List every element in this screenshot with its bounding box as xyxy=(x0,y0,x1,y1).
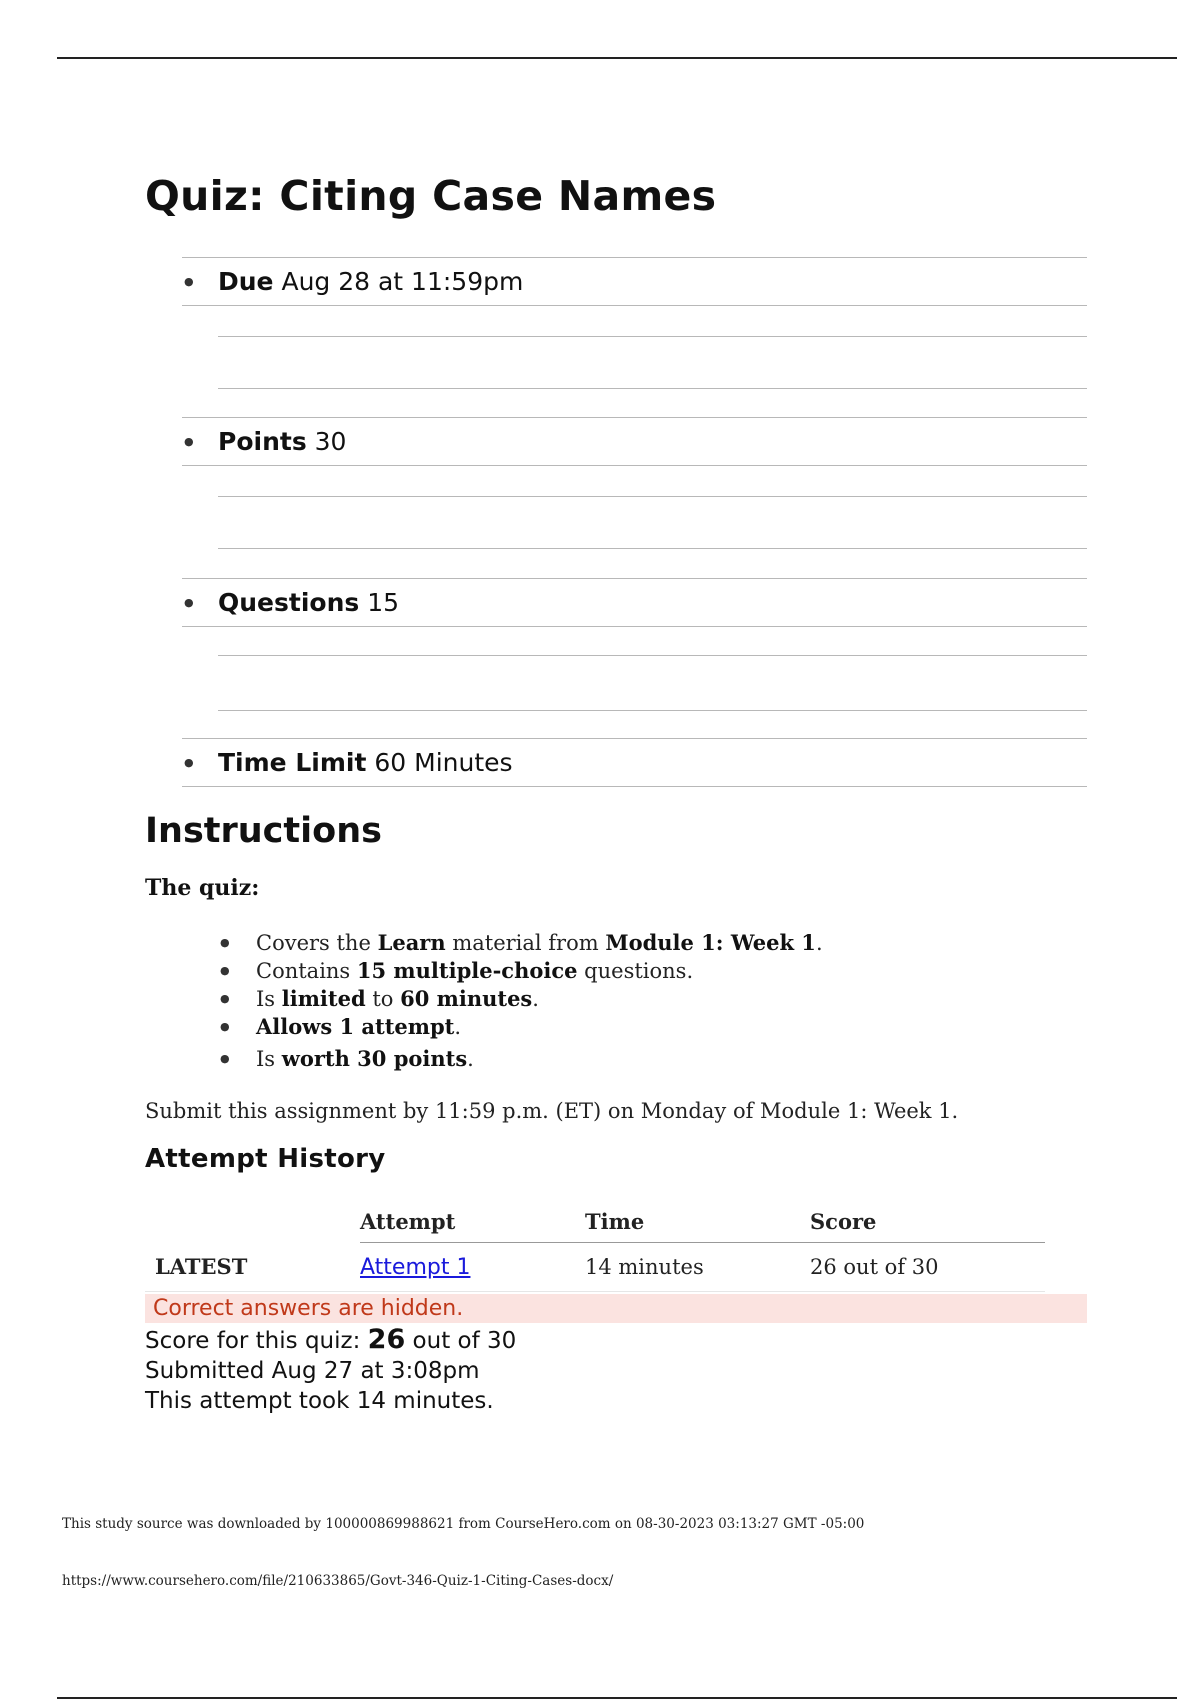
instruction-item xyxy=(218,956,823,984)
submitted-line: Submitted Aug 27 at 3:08pm xyxy=(145,1358,480,1384)
table-row xyxy=(145,1243,1045,1292)
detail-label: Questions xyxy=(218,587,360,617)
answers-hidden-notice xyxy=(145,1294,1087,1323)
column-header-time: Time xyxy=(585,1200,810,1243)
divider xyxy=(218,388,1087,389)
source-url-footer: https://www.coursehero.com/file/210633865/Govt-346-Quiz-1-Citing-Cases-docx/ xyxy=(62,1573,614,1589)
divider xyxy=(218,655,1087,656)
divider xyxy=(182,465,1087,466)
detail-due xyxy=(182,257,1087,305)
instruction-text: Is limited to 60 minutes. xyxy=(256,985,539,1011)
latest-tag: LATEST xyxy=(145,1243,360,1292)
detail-label: Time Limit xyxy=(218,747,367,777)
quiz-result-summary xyxy=(145,1325,516,1416)
submit-deadline-note: Submit this assignment by 11:59 p.m. (ET) on Monday of Module 1: Week 1. xyxy=(145,1099,959,1123)
divider xyxy=(218,548,1087,549)
detail-questions xyxy=(182,578,1087,626)
instruction-text: Covers the Learn material from Module 1: Week 1. xyxy=(256,929,823,955)
instructions-intro: The quiz: xyxy=(145,875,260,901)
attempt-history-table xyxy=(145,1200,1045,1292)
bullet-icon: ● xyxy=(220,991,230,1005)
attempt-score: 26 out of 30 xyxy=(810,1243,1045,1292)
detail-time-limit xyxy=(182,738,1087,786)
detail-value: Aug 28 at 11:59pm xyxy=(281,266,524,296)
score-value: 26 xyxy=(367,1324,406,1355)
duration-line: This attempt took 14 minutes. xyxy=(145,1388,494,1414)
detail-points xyxy=(182,417,1087,465)
bullet-icon: ● xyxy=(184,274,194,288)
instruction-text: Contains 15 multiple-choice questions. xyxy=(256,957,694,983)
bullet-icon: ● xyxy=(220,1051,230,1065)
divider xyxy=(218,710,1087,711)
detail-value: 30 xyxy=(314,426,347,456)
bullet-icon: ● xyxy=(220,1019,230,1033)
column-header-score: Score xyxy=(810,1200,1045,1243)
instructions-heading: Instructions xyxy=(145,811,382,851)
attempt-history-heading: Attempt History xyxy=(145,1144,386,1174)
score-line: Score for this quiz: 26 out of 30 xyxy=(145,1324,517,1355)
instruction-item xyxy=(218,928,823,956)
table-header-blank xyxy=(145,1200,360,1243)
attempt-link[interactable]: Attempt 1 xyxy=(360,1254,471,1280)
column-header-attempt: Attempt xyxy=(360,1200,585,1243)
divider xyxy=(182,305,1087,306)
detail-label: Due xyxy=(218,266,274,296)
instructions-list xyxy=(218,928,823,1076)
page-title: Quiz: Citing Case Names xyxy=(145,172,717,220)
page-top-rule xyxy=(57,57,1177,59)
instruction-item xyxy=(218,984,823,1012)
instruction-text: Allows 1 attempt. xyxy=(256,1013,462,1039)
detail-label: Points xyxy=(218,426,307,456)
instruction-text: Is worth 30 points. xyxy=(256,1045,474,1071)
bullet-icon: ● xyxy=(184,755,194,769)
bullet-icon: ● xyxy=(184,434,194,448)
attempt-time: 14 minutes xyxy=(585,1243,810,1292)
divider xyxy=(218,496,1087,497)
detail-value: 15 xyxy=(367,587,400,617)
table-header-row xyxy=(145,1200,1045,1243)
detail-value: 60 Minutes xyxy=(374,747,513,777)
divider xyxy=(182,786,1087,787)
bullet-icon: ● xyxy=(220,963,230,977)
bullet-icon: ● xyxy=(184,595,194,609)
bullet-icon: ● xyxy=(220,935,230,949)
page-bottom-rule xyxy=(57,1697,1177,1699)
instruction-item xyxy=(218,1040,823,1076)
divider xyxy=(182,626,1087,627)
answers-hidden-text: Correct answers are hidden. xyxy=(153,1296,464,1321)
instruction-item xyxy=(218,1012,823,1040)
divider xyxy=(218,336,1087,337)
download-source-footer: This study source was downloaded by 100000869988621 from CourseHero.com on 08-30-2023 03:13:27 GMT -05:00 xyxy=(62,1516,865,1532)
